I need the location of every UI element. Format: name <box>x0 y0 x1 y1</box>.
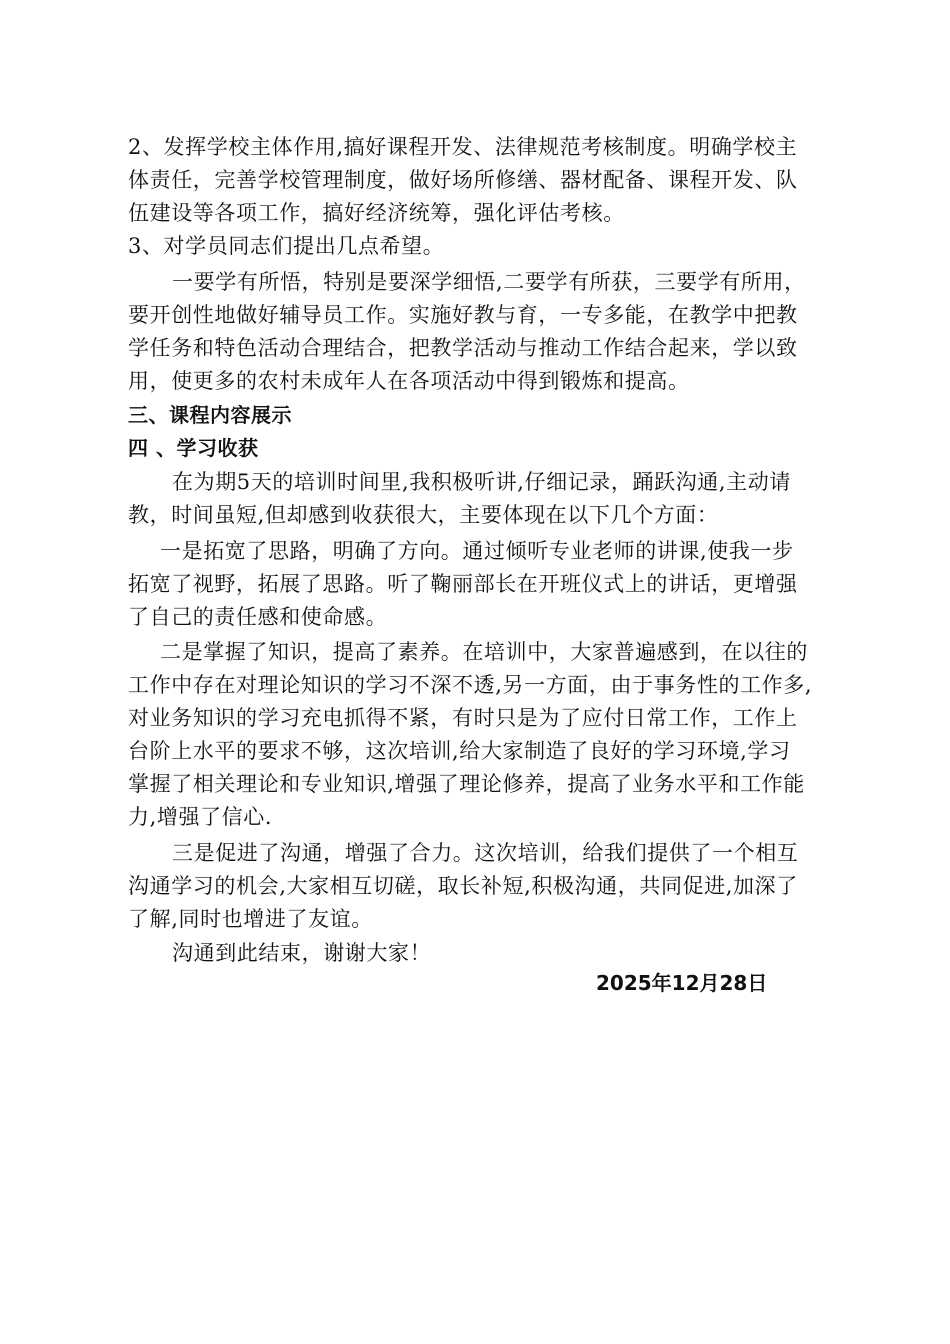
text-line: 拓宽了视野，拓展了思路。听了鞠丽部长在开班仪式上的讲话，更增强 <box>128 572 798 596</box>
text-line: 在为期5天的培训时间里,我积极听讲,仔细记录，踊跃沟通,主动请 <box>172 470 791 494</box>
text-line: 对业务知识的学习充电抓得不紧，有时只是为了应付日常工作，工作上 <box>128 706 798 730</box>
text-line: 三是促进了沟通，增强了合力。这次培训，给我们提供了一个相互 <box>172 841 799 865</box>
text-line: 力,增强了信心. <box>128 805 273 829</box>
text-line: 了自己的责任感和使命感。 <box>128 605 388 629</box>
text-line: 要开创性地做好辅导员工作。实施好教与育，一专多能，在教学中把教 <box>128 303 798 327</box>
text-line: 伍建设等各项工作，搞好经济统筹，强化评估考核。 <box>128 201 625 225</box>
document-date: 2025年12月28日 <box>596 971 768 995</box>
text-line: 一要学有所悟，特别是要深学细悟,二要学有所获，三要学有所用， <box>172 270 806 294</box>
text-line: 学任务和特色活动合理结合，把教学活动与推动工作结合起来，学以致 <box>128 336 798 360</box>
text-line: 一是拓宽了思路，明确了方向。通过倾听专业老师的讲课,使我一步 <box>160 539 794 563</box>
section-heading: 四 、学习收获 <box>128 436 259 460</box>
text-line: 沟通到此结束，谢谢大家！ <box>172 941 432 965</box>
text-line: 台阶上水平的要求不够，这次培训,给大家制造了良好的学习环境,学习 <box>128 739 791 763</box>
text-line: 工作中存在对理论知识的学习不深不透,另一方面，由于事务性的工作多, <box>128 673 813 697</box>
text-line: 沟通学习的机会,大家相互切磋，取长补短,积极沟通，共同促进,加深了 <box>128 874 798 898</box>
text-line: 了解,同时也增进了友谊。 <box>128 907 373 931</box>
text-line: 2、发挥学校主体作用,搞好课程开发、法律规范考核制度。明确学校主 <box>128 135 798 159</box>
text-line: 二是掌握了知识，提高了素养。在培训中，大家普遍感到，在以往的 <box>160 640 808 664</box>
text-line: 教，时间虽短,但却感到收获很大，主要体现在以下几个方面： <box>128 503 719 527</box>
text-line: 3、对学员同志们提出几点希望。 <box>128 234 445 258</box>
section-heading: 三、课程内容展示 <box>128 403 292 427</box>
text-line: 体责任，完善学校管理制度，做好场所修缮、器材配备、课程开发、队 <box>128 168 798 192</box>
text-line: 用，使更多的农村未成年人在各项活动中得到锻炼和提高。 <box>128 369 690 393</box>
text-line: 掌握了相关理论和专业知识,增强了理论修养，提高了业务水平和工作能 <box>128 772 805 796</box>
